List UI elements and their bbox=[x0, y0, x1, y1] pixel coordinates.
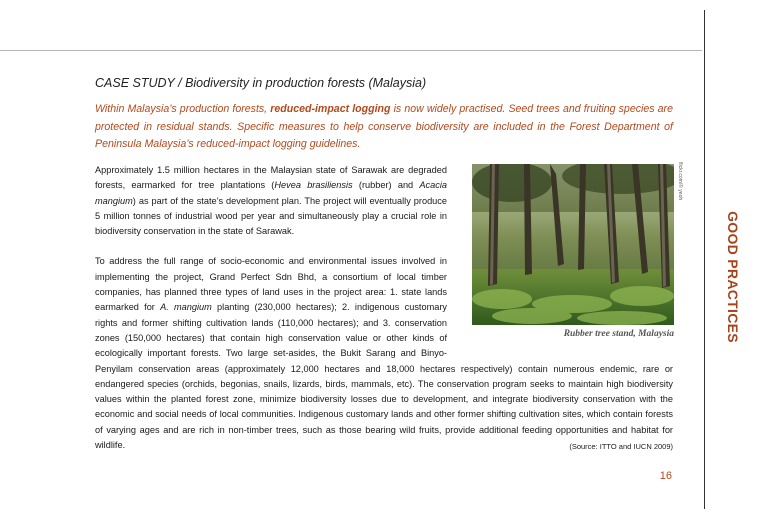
body-paragraph-2: To address the full range of socio-economic and environmental issues involved in implementing the project, Grand Perfect Sdn Bhd, a consortium of local timber companies, has planned three types of land uses in the project area: 1. state lands earmarked for A. mangium planting (230,000 hectares); 2. indigenous customary rights and former shifting cultivation lands (110,000 hectares); and 3. conservation zones (150,000 hectares) that contain high conservation value or other kinds of ecologically important forests. Two large set-asides, the Bukit Sarang and Binyo-Penyilam conservation areas (approximately 12,000 hectares and 18,000 hectares respectively) contain numerous endemic, rare or endangered species (orchids, begonias, snails, lizards, birds, mammals, etc). The conservation program seeks to maintain high biodiversity values within the planted forest zone, minimize biodiversity losses due to development, and integrate biodiversity conservation with the economic and social needs of local communities. Indigenous customary lands and other former shifting cultivation sites, which contain forests of varying ages and are rich in non-timber trees, such as those bearing wild fruits, provide additional feeding opportunities and habitat for wildlife. (Source: ITTO and IUCN 2009) bbox=[95, 254, 673, 453]
rubber-tree-photo bbox=[472, 164, 674, 325]
intro-text: Within Malaysia’s production forests, bbox=[95, 103, 271, 115]
top-divider bbox=[0, 50, 702, 51]
intro-emphasis: reduced-impact logging bbox=[270, 103, 391, 115]
right-margin-rule bbox=[704, 10, 705, 509]
side-title-text: GOOD PRACTICES bbox=[725, 211, 742, 343]
body-paragraph-1: Approximately 1.5 million hectares in the Malaysian state of Sarawak are degraded forests, earmarked for tree plantations (Hevea brasiliensis (rubber) and Acacia mangium) as part of the state’s development plan. The project will eventually produce 5 million tonnes of industrial wood per year and simultaneously play a crucial role in biodiversity conservation in the state of Sarawak. bbox=[95, 165, 447, 237]
section-side-title bbox=[725, 211, 742, 343]
source-citation: (Source: ITTO and IUCN 2009) bbox=[569, 442, 673, 452]
photo-credit bbox=[676, 162, 684, 232]
page-number: 16 bbox=[659, 470, 672, 482]
photo-caption: Rubber tree stand, Malaysia bbox=[563, 329, 674, 339]
intro-paragraph bbox=[95, 101, 673, 154]
intro-text-rest: is now widely practised. Seed trees and fruiting species are protected in residual stands. Specific measures to help conserve biodiversity are included in the Forest Department of Peninsula Malaysia’s reduced-impact logging guidelines. bbox=[95, 103, 673, 150]
photo-credit-text: flickr.com/© yeoh bbox=[677, 162, 683, 201]
case-study-heading: CASE STUDY / Biodiversity in production forests (Malaysia) bbox=[95, 76, 427, 90]
